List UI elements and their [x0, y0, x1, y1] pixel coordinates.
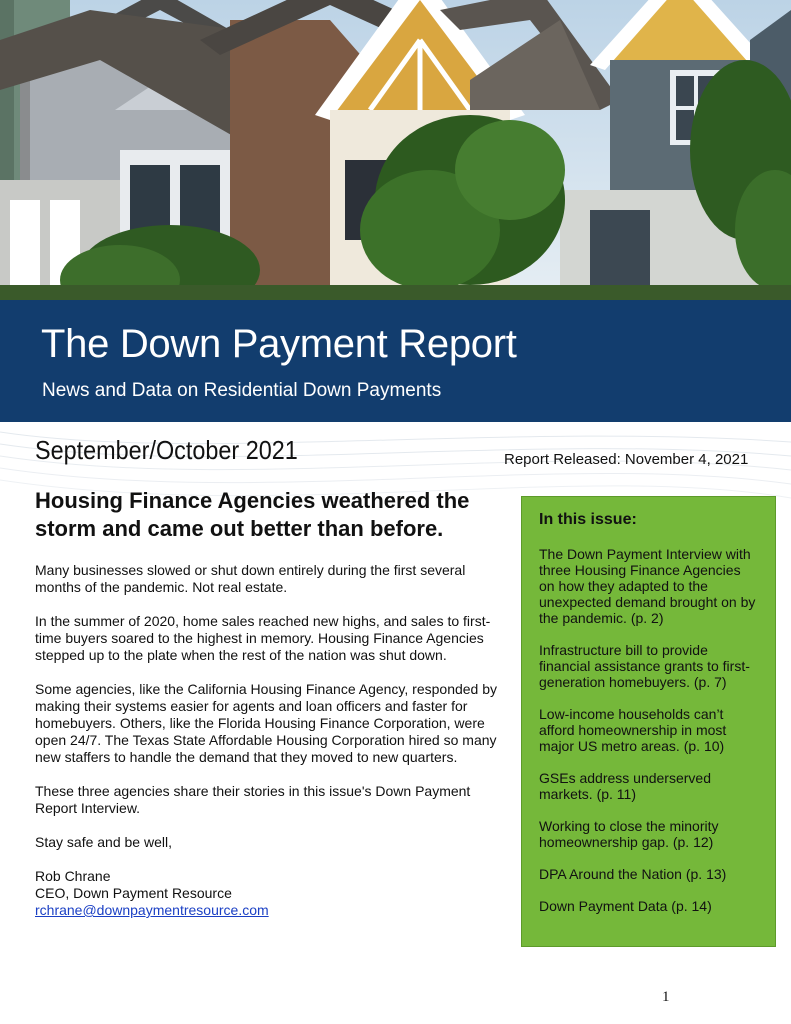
article-paragraph: In the summer of 2020, home sales reached new highs, and sales to first-time buyers soared to the highest in memory. Housing Finance Agencies stepped up to the plate when the rest of the nation was shut down. — [35, 613, 491, 663]
signature-title: CEO, Down Payment Resource — [35, 885, 232, 901]
page-number: 1 — [662, 989, 670, 1005]
signature-email-link[interactable]: rchrane@downpaymentresource.com — [35, 902, 269, 918]
sidebar-heading: In this issue: — [539, 511, 637, 528]
report-subtitle: News and Data on Residential Down Payments — [42, 380, 442, 401]
toc-item-dpa-nation[interactable]: DPA Around the Nation (p. 13) — [539, 866, 727, 882]
article-paragraph: These three agencies share their stories in this issue's Down Payment Report Interview. — [35, 783, 471, 816]
issue-date: September/October 2021 — [35, 435, 298, 465]
report-title: The Down Payment Report — [41, 322, 517, 366]
hero-houses-image — [0, 0, 791, 300]
toc-item-minority-gap[interactable]: Working to close the minority homeownership gap. (p. 12) — [539, 818, 719, 850]
toc-item-low-income[interactable]: Low-income households can’t afford homeownership in most major US metro areas. (p. 10) — [539, 706, 727, 754]
title-banner — [0, 300, 791, 422]
toc-item-infrastructure-bill[interactable]: Infrastructure bill to provide financial assistance grants to first-generation homebuyers. (p. 7) — [539, 642, 750, 690]
toc-item-gses[interactable]: GSEs address underserved markets. (p. 11) — [539, 770, 711, 802]
article-headline: Housing Finance Agencies weathered the storm and came out better than before. — [35, 488, 470, 541]
article-paragraph: Some agencies, like the California Housing Finance Agency, responded by making their systems easier for agents and loan officers and faster for homebuyers. Others, like the Florida Housing Finance Corporation, were open 24/7. The Texas State Affordable Housing Corporation hired so many new staffers to handle the demand that they moved to new quarters. — [35, 681, 498, 765]
in-this-issue-sidebar — [521, 496, 776, 947]
toc-item-down-payment-data[interactable]: Down Payment Data (p. 14) — [539, 898, 712, 914]
toc-item-interview[interactable]: The Down Payment Interview with three Housing Finance Agencies on how they adapted to the unexpected demand brought on by the pandemic. (p. 2) — [539, 546, 756, 626]
article-paragraph: Many businesses slowed or shut down entirely during the first several months of the pandemic. Not real estate. — [35, 562, 466, 595]
article-paragraph: Stay safe and be well, — [35, 834, 172, 850]
signature-block — [35, 868, 497, 919]
signature-name: Rob Chrane — [35, 868, 111, 884]
article-body — [35, 562, 497, 919]
release-date: Report Released: November 4, 2021 — [504, 451, 749, 468]
